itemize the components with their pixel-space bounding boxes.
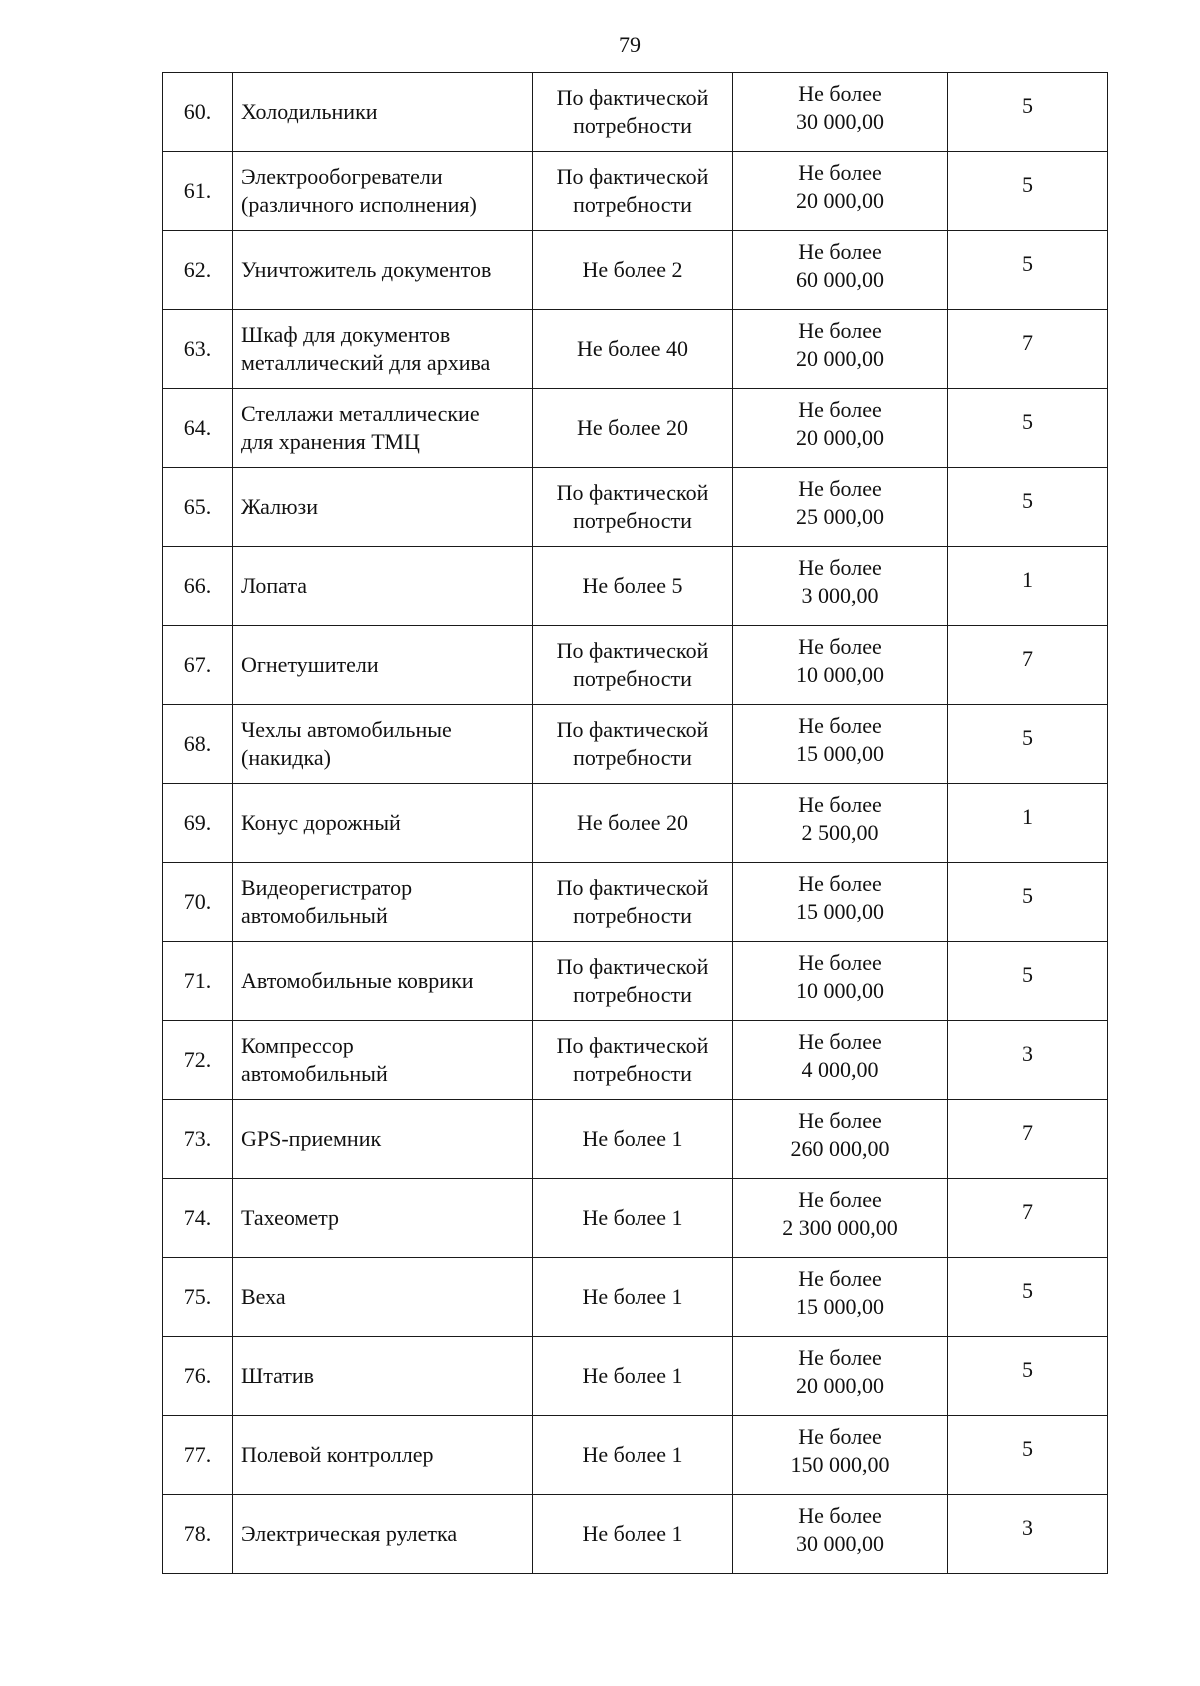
price-cell — [733, 1416, 948, 1495]
item-name-cell: Полевой контроллер — [233, 1416, 533, 1495]
table-row — [163, 1021, 1108, 1100]
service-life-cell — [948, 1021, 1108, 1100]
service-life-cell-text: 5 — [1022, 93, 1033, 118]
service-life-cell — [948, 1100, 1108, 1179]
price-cell — [733, 1179, 948, 1258]
quantity-cell: Не более 1 — [533, 1258, 733, 1337]
table-row — [163, 863, 1108, 942]
quantity-cell: Не более 1 — [533, 1179, 733, 1258]
price-cell — [733, 863, 948, 942]
service-life-cell — [948, 152, 1108, 231]
service-life-cell — [948, 1179, 1108, 1258]
price-cell-text: Не более 20 000,00 — [796, 160, 884, 213]
service-life-cell-text: 5 — [1022, 251, 1033, 276]
row-number-cell: 65. — [163, 468, 233, 547]
row-number-cell: 78. — [163, 1495, 233, 1574]
row-number-cell: 69. — [163, 784, 233, 863]
row-number-cell: 64. — [163, 389, 233, 468]
row-number-cell: 60. — [163, 73, 233, 152]
quantity-cell: Не более 20 — [533, 389, 733, 468]
item-name-cell: Веха — [233, 1258, 533, 1337]
service-life-cell-text: 5 — [1022, 409, 1033, 434]
price-cell-text: Не более 4 000,00 — [798, 1029, 882, 1082]
item-name-cell: Огнетушители — [233, 626, 533, 705]
row-number-cell: 73. — [163, 1100, 233, 1179]
service-life-cell — [948, 1337, 1108, 1416]
service-life-cell-text: 5 — [1022, 1278, 1033, 1303]
price-cell — [733, 942, 948, 1021]
price-cell — [733, 1337, 948, 1416]
price-cell — [733, 1021, 948, 1100]
service-life-cell-text: 3 — [1022, 1041, 1033, 1066]
row-number-cell: 76. — [163, 1337, 233, 1416]
table-row — [163, 468, 1108, 547]
table-row — [163, 1258, 1108, 1337]
service-life-cell — [948, 863, 1108, 942]
items-table — [162, 72, 1108, 1574]
row-number-cell: 77. — [163, 1416, 233, 1495]
service-life-cell — [948, 547, 1108, 626]
service-life-cell — [948, 1495, 1108, 1574]
price-cell-text: Не более 25 000,00 — [796, 476, 884, 529]
row-number-cell: 72. — [163, 1021, 233, 1100]
table-row — [163, 73, 1108, 152]
page-number: 79 — [619, 32, 641, 57]
item-name-cell: Тахеометр — [233, 1179, 533, 1258]
item-name-cell: Электрообогреватели (различного исполнения) — [233, 152, 533, 231]
quantity-cell: По фактической потребности — [533, 942, 733, 1021]
item-name-cell: GPS-приемник — [233, 1100, 533, 1179]
service-life-cell — [948, 784, 1108, 863]
quantity-cell: Не более 1 — [533, 1100, 733, 1179]
price-cell-text: Не более 260 000,00 — [790, 1108, 890, 1161]
quantity-cell: Не более 40 — [533, 310, 733, 389]
service-life-cell-text: 5 — [1022, 725, 1033, 750]
service-life-cell-text: 1 — [1022, 567, 1033, 592]
item-name-cell: Уничтожитель документов — [233, 231, 533, 310]
table-row — [163, 1179, 1108, 1258]
price-cell — [733, 1100, 948, 1179]
item-name-cell: Стеллажи металлические для хранения ТМЦ — [233, 389, 533, 468]
item-name-cell: Жалюзи — [233, 468, 533, 547]
table-row — [163, 626, 1108, 705]
quantity-cell: Не более 1 — [533, 1416, 733, 1495]
table-row — [163, 1416, 1108, 1495]
price-cell — [733, 310, 948, 389]
price-cell-text: Не более 30 000,00 — [796, 1503, 884, 1556]
item-name-cell: Компрессор автомобильный — [233, 1021, 533, 1100]
item-name-cell: Штатив — [233, 1337, 533, 1416]
service-life-cell-text: 5 — [1022, 172, 1033, 197]
table-row — [163, 1495, 1108, 1574]
service-life-cell-text: 3 — [1022, 1515, 1033, 1540]
item-name-cell: Шкаф для документов металлический для архива — [233, 310, 533, 389]
row-number-cell: 71. — [163, 942, 233, 1021]
service-life-cell-text: 5 — [1022, 883, 1033, 908]
service-life-cell — [948, 73, 1108, 152]
price-cell-text: Не более 60 000,00 — [796, 239, 884, 292]
quantity-cell: Не более 5 — [533, 547, 733, 626]
price-cell-text: Не более 15 000,00 — [796, 1266, 884, 1319]
quantity-cell: По фактической потребности — [533, 468, 733, 547]
table-row — [163, 1337, 1108, 1416]
item-name-cell: Автомобильные коврики — [233, 942, 533, 1021]
item-name-cell: Лопата — [233, 547, 533, 626]
price-cell — [733, 705, 948, 784]
row-number-cell: 62. — [163, 231, 233, 310]
quantity-cell: По фактической потребности — [533, 626, 733, 705]
service-life-cell-text: 7 — [1022, 1199, 1033, 1224]
quantity-cell: По фактической потребности — [533, 73, 733, 152]
price-cell — [733, 1258, 948, 1337]
price-cell — [733, 389, 948, 468]
row-number-cell: 63. — [163, 310, 233, 389]
service-life-cell — [948, 705, 1108, 784]
table-row — [163, 152, 1108, 231]
price-cell-text: Не более 2 500,00 — [798, 792, 882, 845]
price-cell-text: Не более 10 000,00 — [796, 950, 884, 1003]
price-cell-text: Не более 20 000,00 — [796, 1345, 884, 1398]
item-name-cell: Конус дорожный — [233, 784, 533, 863]
table-row — [163, 310, 1108, 389]
price-cell-text: Не более 3 000,00 — [798, 555, 882, 608]
table-row — [163, 547, 1108, 626]
price-cell — [733, 626, 948, 705]
table-body — [163, 73, 1108, 1574]
row-number-cell: 70. — [163, 863, 233, 942]
price-cell-text: Не более 10 000,00 — [796, 634, 884, 687]
price-cell — [733, 73, 948, 152]
item-name-cell: Чехлы автомобильные (накидка) — [233, 705, 533, 784]
row-number-cell: 61. — [163, 152, 233, 231]
service-life-cell — [948, 310, 1108, 389]
price-cell-text: Не более 15 000,00 — [796, 713, 884, 766]
table-row — [163, 942, 1108, 1021]
service-life-cell-text: 5 — [1022, 1436, 1033, 1461]
quantity-cell: Не более 1 — [533, 1337, 733, 1416]
service-life-cell — [948, 1258, 1108, 1337]
price-cell — [733, 1495, 948, 1574]
service-life-cell-text: 1 — [1022, 804, 1033, 829]
item-name-cell: Электрическая рулетка — [233, 1495, 533, 1574]
price-cell-text: Не более 2 300 000,00 — [782, 1187, 898, 1240]
price-cell-text: Не более 20 000,00 — [796, 397, 884, 450]
service-life-cell — [948, 1416, 1108, 1495]
quantity-cell: По фактической потребности — [533, 863, 733, 942]
row-number-cell: 67. — [163, 626, 233, 705]
quantity-cell: Не более 1 — [533, 1495, 733, 1574]
price-cell-text: Не более 15 000,00 — [796, 871, 884, 924]
service-life-cell — [948, 942, 1108, 1021]
item-name-cell: Видеорегистратор автомобильный — [233, 863, 533, 942]
price-cell-text: Не более 150 000,00 — [790, 1424, 890, 1477]
quantity-cell: Не более 20 — [533, 784, 733, 863]
table-row — [163, 784, 1108, 863]
quantity-cell: По фактической потребности — [533, 705, 733, 784]
table-row — [163, 1100, 1108, 1179]
price-cell — [733, 231, 948, 310]
row-number-cell: 66. — [163, 547, 233, 626]
service-life-cell-text: 7 — [1022, 1120, 1033, 1145]
item-name-cell: Холодильники — [233, 73, 533, 152]
service-life-cell-text: 5 — [1022, 488, 1033, 513]
row-number-cell: 68. — [163, 705, 233, 784]
table-row — [163, 705, 1108, 784]
service-life-cell-text: 7 — [1022, 646, 1033, 671]
price-cell-text: Не более 30 000,00 — [796, 81, 884, 134]
table-row — [163, 389, 1108, 468]
price-cell — [733, 152, 948, 231]
service-life-cell — [948, 231, 1108, 310]
service-life-cell — [948, 626, 1108, 705]
row-number-cell: 75. — [163, 1258, 233, 1337]
service-life-cell-text: 5 — [1022, 1357, 1033, 1382]
quantity-cell: По фактической потребности — [533, 1021, 733, 1100]
price-cell — [733, 547, 948, 626]
price-cell — [733, 784, 948, 863]
table-row — [163, 231, 1108, 310]
service-life-cell — [948, 389, 1108, 468]
quantity-cell: Не более 2 — [533, 231, 733, 310]
row-number-cell: 74. — [163, 1179, 233, 1258]
price-cell — [733, 468, 948, 547]
quantity-cell: По фактической потребности — [533, 152, 733, 231]
service-life-cell-text: 7 — [1022, 330, 1033, 355]
service-life-cell — [948, 468, 1108, 547]
service-life-cell-text: 5 — [1022, 962, 1033, 987]
price-cell-text: Не более 20 000,00 — [796, 318, 884, 371]
